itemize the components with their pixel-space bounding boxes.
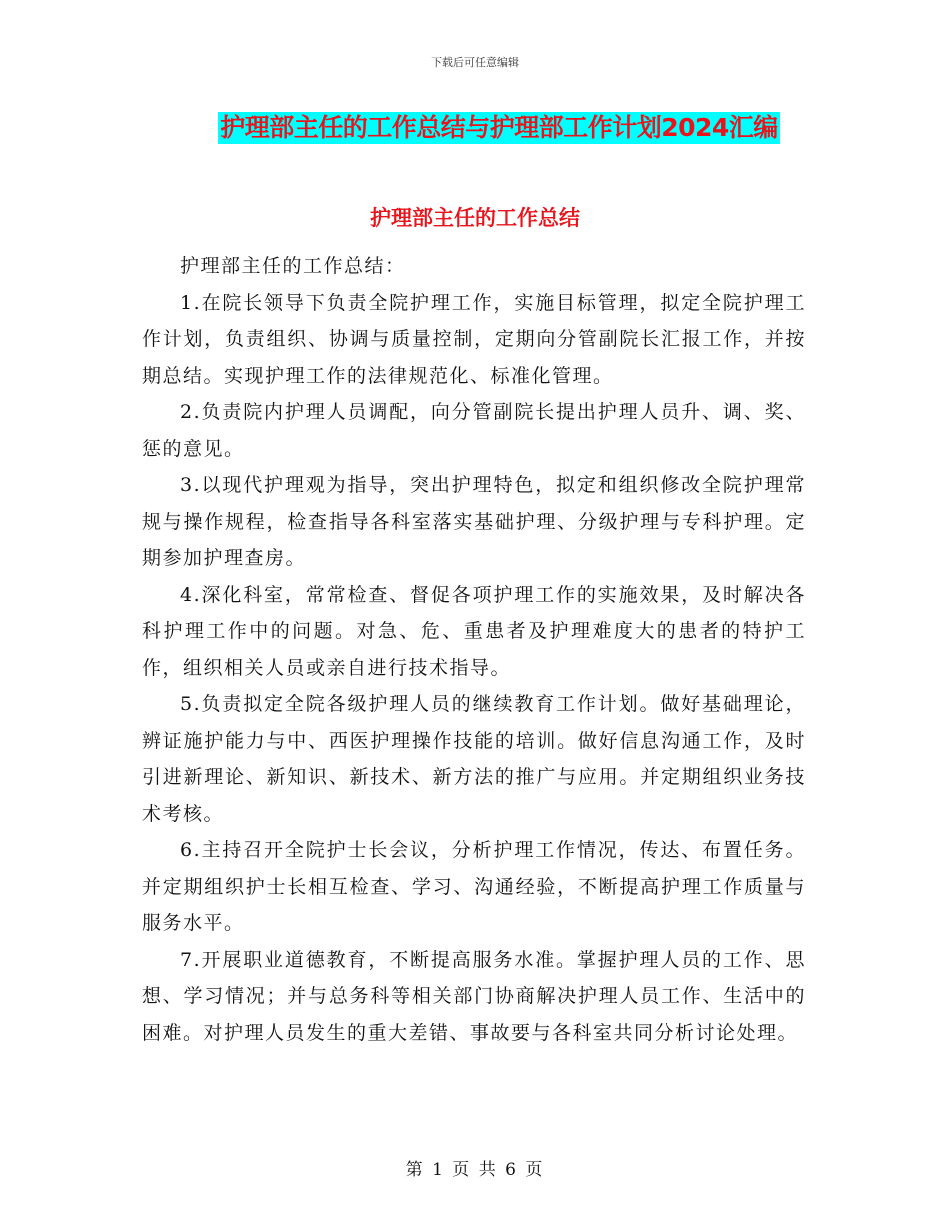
paragraph-7: 7.开展职业道德教育，不断提高服务水准。掌握护理人员的工作、思想、学习情况；并与总务科等相关部门协商解决护理人员工作、生活中的困难。对护理人员发生的重大差错、事故要与各科室共同分析讨论处理。 (142, 948, 806, 1044)
page-number: 第 1 页 共 6 页 (405, 1160, 545, 1180)
paragraph-3: 3.以现代护理观为指导，突出护理特色，拟定和组织修改全院护理常规与操作规程，检查指导各科室落实基础护理、分级护理与专科护理。定期参加护理查房。 (142, 474, 806, 569)
paragraph-6: 6.主持召开全院护士长会议，分析护理工作情况，传达、布置任务。并定期组织护士长相互检查、学习、沟通经验，不断提高护理工作质量与服务水平。 (142, 839, 806, 934)
document-body (142, 248, 806, 1051)
paragraph-4: 4.深化科室，常常检查、督促各项护理工作的实施效果，及时解决各科护理工作中的问题。对急、危、重患者及护理难度大的患者的特护工作，组织相关人员或亲自进行技术指导。 (142, 583, 806, 679)
main-title-wrap (0, 112, 950, 144)
paragraph-2: 2.负责院内护理人员调配，向分管副院长提出护理人员升、调、奖、惩的意见。 (142, 401, 806, 460)
paragraph-5: 5.负责拟定全院各级护理人员的继续教育工作计划。做好基础理论，辨证施护能力与中、西医护理操作技能的培训。做好信息沟通工作，及时引进新理论、新知识、新技术、新方法的推广与应用。并定期组织业务技术考核。 (142, 693, 806, 825)
intro-paragraph: 护理部主任的工作总结： (180, 255, 406, 277)
paragraph-1: 1.在院长领导下负责全院护理工作，实施目标管理，拟定全院护理工作计划，负责组织、协调与质量控制，定期向分管副院长汇报工作，并按期总结。实现护理工作的法律规范化、标准化管理。 (142, 291, 806, 387)
header-note: 下载后可任意编辑 (431, 56, 519, 69)
main-title: 护理部主任的工作总结与护理部工作计划2024汇编 (220, 113, 778, 142)
section-title: 护理部主任的工作总结 (370, 206, 580, 230)
